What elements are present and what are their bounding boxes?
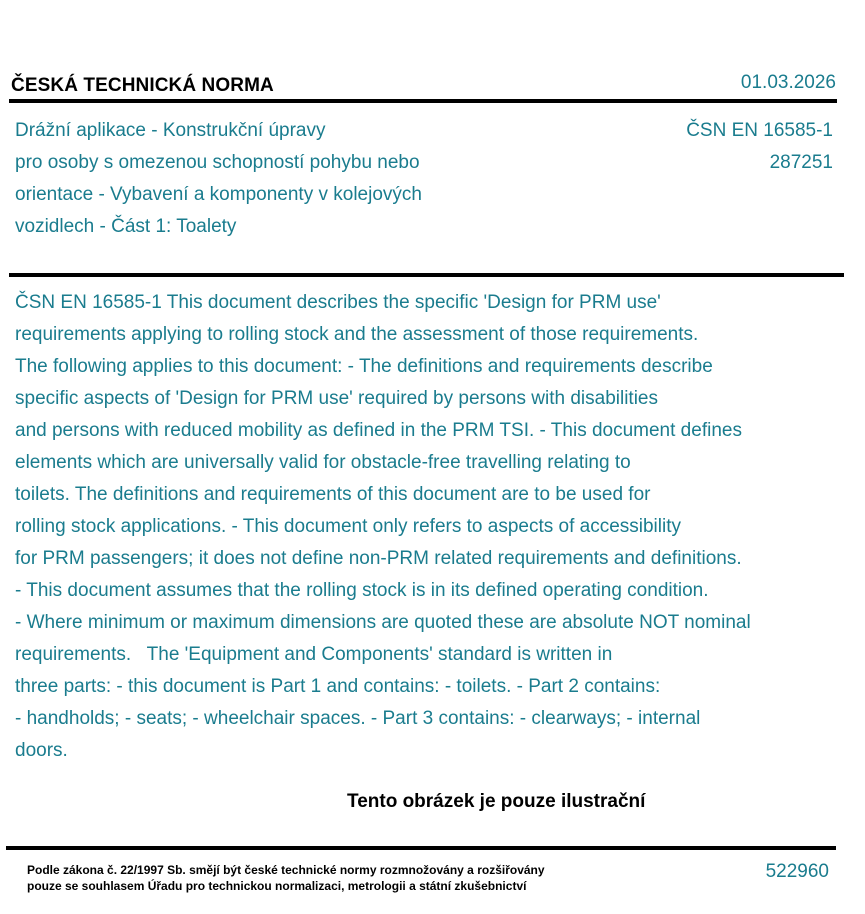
- legal-notice-line: pouze se souhlasem Úřadu pro technickou normalizaci, metrologii a státní zkušebnictví: [27, 879, 527, 893]
- abstract-line: - This document assumes that the rolling stock is in its defined operating condition.: [15, 580, 709, 601]
- standard-number: ČSN EN 16585-1: [686, 120, 833, 141]
- abstract-line: - handholds; - seats; - wheelchair spaces. - Part 3 contains: - clearways; - internal: [15, 708, 701, 729]
- illustration-note: Tento obrázek je pouze ilustrační: [347, 791, 646, 812]
- footer-number: 522960: [765, 861, 829, 882]
- legal-notice: [27, 862, 545, 894]
- document-title-line: Drážní aplikace - Konstrukční úpravy: [15, 120, 326, 141]
- abstract-line: rolling stock applications. - This document only refers to aspects of accessibility: [15, 516, 682, 537]
- abstract-line: three parts: - this document is Part 1 and contains: - toilets. - Part 2 contains:: [15, 676, 661, 697]
- document-title-line: vozidlech - Část 1: Toalety: [15, 216, 237, 237]
- abstract-line: ČSN EN 16585-1 This document describes the specific 'Design for PRM use': [15, 292, 661, 313]
- document-title-line: pro osoby s omezenou schopností pohybu nebo: [15, 152, 420, 173]
- document-title-line: orientace - Vybavení a komponenty v kolejových: [15, 184, 422, 205]
- header-title: ČESKÁ TECHNICKÁ NORMA: [11, 75, 274, 96]
- abstract-line: - Where minimum or maximum dimensions are quoted these are absolute NOT nominal: [15, 612, 751, 633]
- abstract-line: specific aspects of 'Design for PRM use' required by persons with disabilities: [15, 388, 658, 409]
- abstract-line: The following applies to this document: - The definitions and requirements describe: [15, 356, 713, 377]
- legal-notice-line: Podle zákona č. 22/1997 Sb. smějí být české technické normy rozmnožovány a rozšiřovány: [27, 863, 545, 877]
- abstract-line: elements which are universally valid for obstacle-free travelling relating to: [15, 452, 631, 473]
- title-divider: [9, 273, 844, 277]
- abstract-line: doors.: [15, 740, 68, 761]
- abstract-line: toilets. The definitions and requirements of this document are to be used for: [15, 484, 651, 505]
- header-divider: [9, 99, 837, 103]
- header-date: 01.03.2026: [740, 72, 836, 93]
- footer-divider: [6, 846, 836, 850]
- abstract-line: requirements applying to rolling stock and the assessment of those requirements.: [15, 324, 699, 345]
- abstract-line: and persons with reduced mobility as defined in the PRM TSI. - This document defines: [15, 420, 742, 441]
- document-title: [15, 115, 535, 243]
- abstract-line: requirements. The 'Equipment and Components' standard is written in: [15, 644, 613, 665]
- abstract-text: [15, 287, 855, 767]
- document-codes: [686, 115, 833, 179]
- catalog-number: 287251: [769, 152, 833, 173]
- abstract-line: for PRM passengers; it does not define non-PRM related requirements and definitions.: [15, 548, 742, 569]
